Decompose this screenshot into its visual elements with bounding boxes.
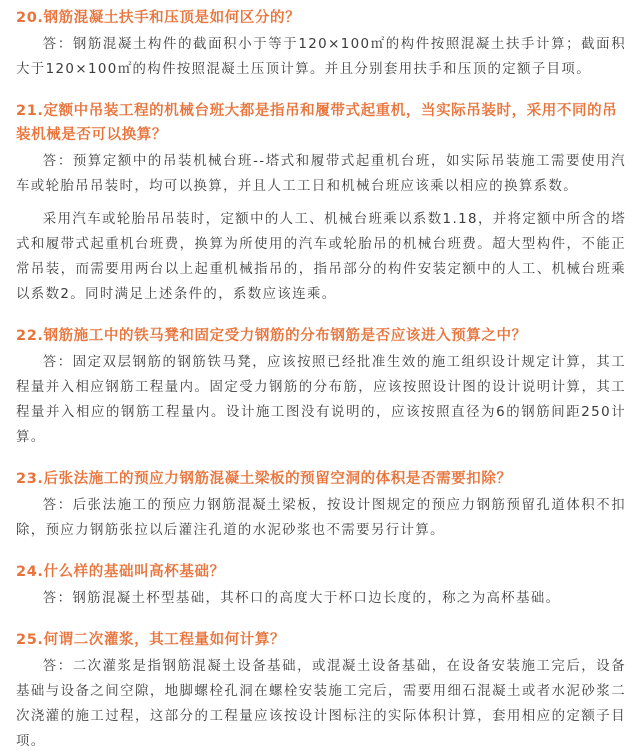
question-heading: 25.何谓二次灌浆，其工程量如何计算？ bbox=[16, 632, 286, 648]
answer-paragraph: 答：预算定额中的吊装机械台班--塔式和履带式起重机台班，如实际吊装施工需要使用汽车或轮胎吊吊装时，均可以换算，并且人工工日和机械台班应该乘以相应的换算系数。 bbox=[16, 154, 626, 194]
qa-item-24 bbox=[16, 560, 626, 611]
question-heading: 23.后张法施工的预应力钢筋混凝土梁板的预留空洞的体积是否需要扣除？ bbox=[16, 471, 512, 487]
question-heading: 21.定额中吊装工程的机械台班大都是指吊和履带式起重机，当实际吊装时，采用不同的吊装机械是否可以换算？ bbox=[16, 103, 618, 143]
answer-paragraph: 答：钢筋混凝土杯型基础，其杯口的高度大于杯口边长度的，称之为高杯基础。 bbox=[42, 591, 561, 606]
qa-item-21 bbox=[16, 99, 626, 307]
qa-item-23 bbox=[16, 467, 626, 543]
answer-paragraph: 采用汽车或轮胎吊吊装时，定额中的人工、机械台班乘以系数1.18，并将定额中所含的塔式和履带式起重机台班费，换算为所使用的汽车或轮胎吊的机械台班费。超大型构件，不能正常吊装，而需要用两台以上起重机械指吊的，指吊部分的构件安装定额中的人工、机械台班乘以系数2。同时满足上述条件的，系数应该连乘。 bbox=[16, 212, 626, 302]
question-heading: 22.钢筋施工中的铁马凳和固定受力钢筋的分布钢筋是否应该进入预算之中？ bbox=[16, 328, 527, 344]
answer-paragraph: 答：固定双层钢筋的钢筋铁马凳，应该按照已经批准生效的施工组织设计规定计算，其工程量并入相应钢筋工程量内。固定受力钢筋的分布筋，应该按照设计图的设计说明计算，其工程量并入相应的钢筋工程量内。设计施工图没有说明的，应该按照直径为6的钢筋间距250计算。 bbox=[16, 355, 626, 445]
question-heading: 20.钢筋混凝土扶手和压顶是如何区分的？ bbox=[16, 10, 301, 26]
answer-paragraph: 答：钢筋混凝土构件的截面积小于等于120×100㎡的构件按照混凝土扶手计算；截面积大于120×100㎡的构件按照混凝土压顶计算。并且分别套用扶手和压顶的定额子目项。 bbox=[16, 37, 626, 77]
answer-paragraph: 答：二次灌浆是指钢筋混凝土设备基础，或混凝土设备基础，在设备安装施工完后，设备基础与设备之间空隙，地脚螺栓孔洞在螺栓安装施工完后，需要用细石混凝土或者水泥砂浆二次浇灌的施工过程，这部分的工程量应该按设计图标注的实际体积计算，套用相应的定额子目项。 bbox=[16, 659, 626, 749]
qa-item-25 bbox=[16, 628, 626, 754]
qa-item-20 bbox=[16, 6, 626, 82]
question-heading: 24.什么样的基础叫高杯基础？ bbox=[16, 564, 225, 580]
answer-paragraph: 答：后张法施工的预应力钢筋混凝土梁板，按设计图规定的预应力钢筋预留孔道体积不扣除，预应力钢筋张拉以后灌注孔道的水泥砂浆也不需要另行计算。 bbox=[16, 498, 626, 538]
qa-item-22 bbox=[16, 324, 626, 450]
